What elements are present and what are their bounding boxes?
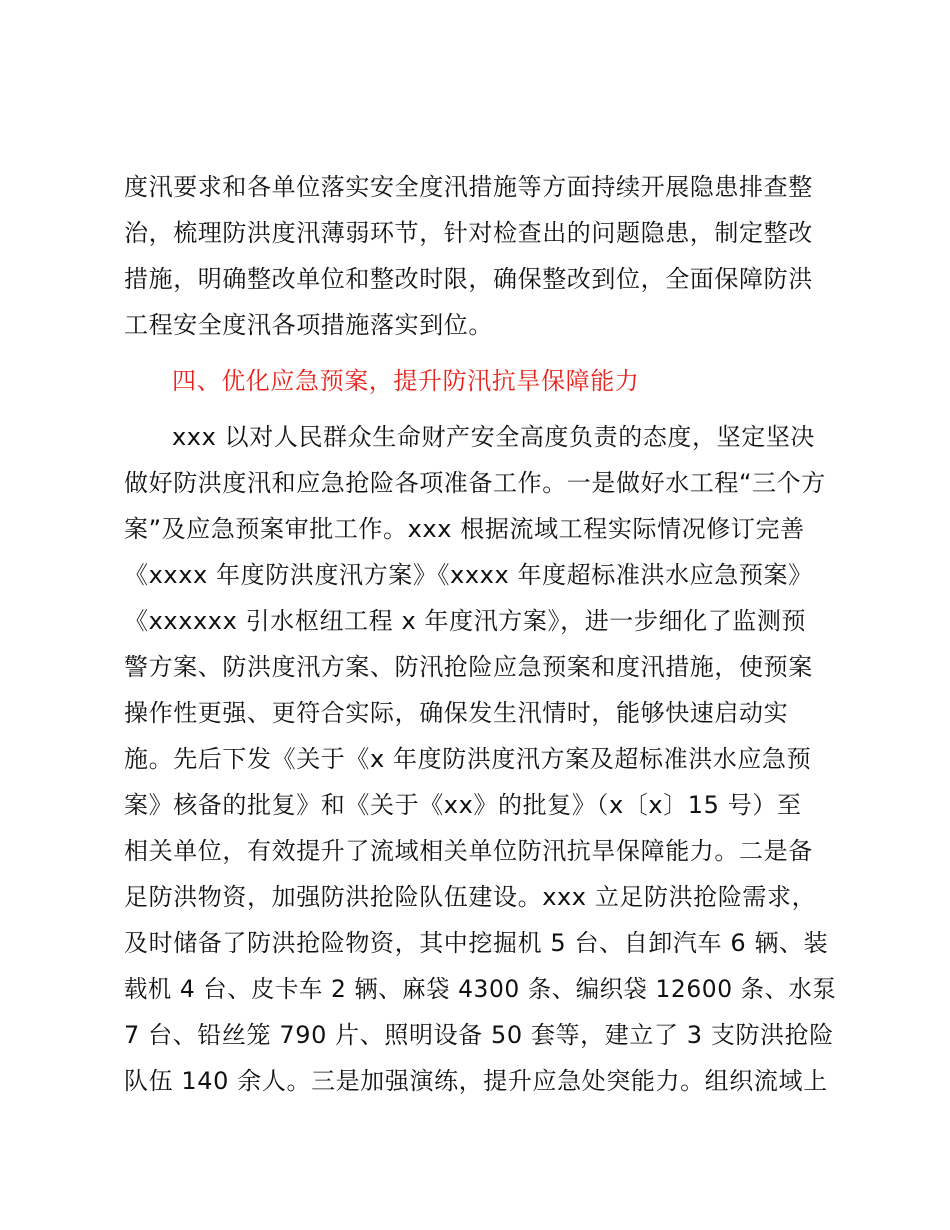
paragraph2-line-7: 操作性更强、更符合实际，确保发生汛情时，能够快速启动实 (124, 699, 789, 727)
paragraph2-line-12: 及时储备了防洪抢险物资，其中挖掘机 5 台、自卸汽车 6 辆、装 (124, 929, 829, 957)
paragraph2-line-9: 案》核备的批复》和《关于《xx》的批复》（x〔x〕15 号）至 (124, 791, 802, 819)
paragraph1-line-1: 度汛要求和各单位落实安全度汛措施等方面持续开展隐患排查整 (124, 173, 813, 201)
section-heading: 四、优化应急预案，提升防汛抗旱保障能力 (172, 367, 640, 395)
paragraph2-line-15: 队伍 140 余人。三是加强演练，提升应急处突能力。组织流域上 (124, 1067, 828, 1095)
paragraph2-line-10: 相关单位，有效提升了流域相关单位防汛抗旱保障能力。二是备 (124, 837, 813, 865)
paragraph1-line-2: 治，梳理防洪度汛薄弱环节，针对检查出的问题隐患，制定整改 (124, 219, 813, 247)
paragraph1-line-3: 措施，明确整改单位和整改时限，确保整改到位，全面保障防洪 (124, 265, 813, 293)
paragraph2-line-1: xxx 以对人民群众生命财产安全高度负责的态度，坚定坚决 (172, 423, 816, 451)
paragraph2-line-5: 《xxxxxx 引水枢纽工程 x 年度汛方案》，进一步细化了监测预 (124, 607, 807, 635)
paragraph2-line-2: 做好防洪度汛和应急抢险各项准备工作。一是做好水工程“三个方 (124, 469, 826, 497)
paragraph2-line-13: 载机 4 台、皮卡车 2 辆、麻袋 4300 条、编织袋 12600 条、水泵 (124, 975, 837, 1003)
paragraph2-line-11: 足防洪物资，加强防洪抢险队伍建设。xxx 立足防洪抢险需求， (124, 883, 817, 911)
paragraph2-line-3: 案”及应急预案审批工作。xxx 根据流域工程实际情况修订完善 (124, 515, 805, 543)
paragraph2-line-14: 7 台、铅丝笼 790 片、照明设备 50 套等，建立了 3 支防洪抢险 (124, 1021, 834, 1049)
paragraph2-line-8: 施。先后下发《关于《x 年度防洪度汛方案及超标准洪水应急预 (124, 745, 812, 773)
paragraph1-line-4: 工程安全度汛各项措施落实到位。 (124, 311, 493, 339)
paragraph2-line-4: 《xxxx 年度防洪度汛方案》《xxxx 年度超标准洪水应急预案》 (124, 561, 813, 589)
paragraph2-line-6: 警方案、防洪度汛方案、防汛抢险应急预案和度汛措施，使预案 (124, 653, 813, 681)
